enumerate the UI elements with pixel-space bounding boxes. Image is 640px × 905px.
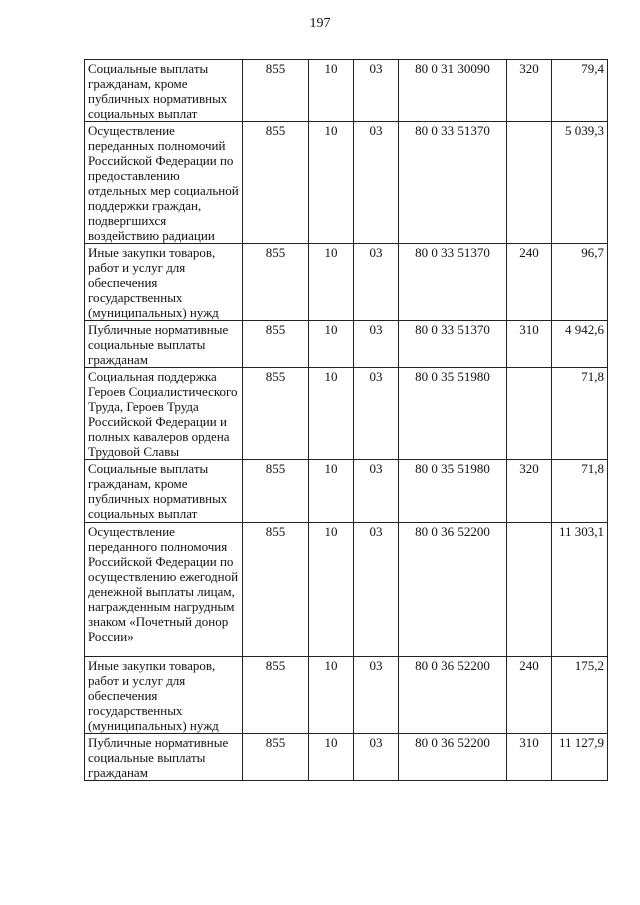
row-name: Публичные нормативные социальные выплаты гражданам bbox=[85, 734, 243, 781]
expense-type bbox=[507, 368, 552, 460]
row-name: Социальные выплаты гражданам, кроме публичных нормативных социальных выплат bbox=[85, 60, 243, 122]
expense-type: 310 bbox=[507, 321, 552, 368]
table-row bbox=[85, 460, 608, 523]
row-name: Публичные нормативные социальные выплаты гражданам bbox=[85, 321, 243, 368]
table-row bbox=[85, 657, 608, 734]
target-article: 80 0 36 52200 bbox=[399, 734, 507, 781]
ministry-code: 855 bbox=[243, 734, 309, 781]
expense-type: 240 bbox=[507, 244, 552, 321]
row-name: Осуществление переданного полномочия Российской Федерации по осуществлению ежегодной денежной выплаты лицам, награжденным нагрудным знаком «Почетный донор России» bbox=[85, 523, 243, 657]
section-code: 10 bbox=[309, 244, 354, 321]
expense-type: 240 bbox=[507, 657, 552, 734]
amount: 11 303,1 bbox=[552, 523, 608, 657]
subsection-code: 03 bbox=[354, 368, 399, 460]
budget-table bbox=[84, 59, 608, 781]
target-article: 80 0 33 51370 bbox=[399, 321, 507, 368]
target-article: 80 0 31 30090 bbox=[399, 60, 507, 122]
table-row bbox=[85, 244, 608, 321]
ministry-code: 855 bbox=[243, 460, 309, 523]
subsection-code: 03 bbox=[354, 523, 399, 657]
expense-type: 320 bbox=[507, 460, 552, 523]
subsection-code: 03 bbox=[354, 321, 399, 368]
section-code: 10 bbox=[309, 523, 354, 657]
table-row bbox=[85, 122, 608, 244]
subsection-code: 03 bbox=[354, 460, 399, 523]
table-row bbox=[85, 368, 608, 460]
expense-type: 320 bbox=[507, 60, 552, 122]
row-name: Осуществление переданных полномочий Российской Федерации по предоставлению отдельных мер социальной поддержки граждан, подвергшихся воздействию радиации bbox=[85, 122, 243, 244]
amount: 5 039,3 bbox=[552, 122, 608, 244]
row-name: Социальные выплаты гражданам, кроме публичных нормативных социальных выплат bbox=[85, 460, 243, 523]
target-article: 80 0 36 52200 bbox=[399, 657, 507, 734]
page-number: 197 bbox=[309, 16, 331, 31]
subsection-code: 03 bbox=[354, 734, 399, 781]
ministry-code: 855 bbox=[243, 523, 309, 657]
table-row bbox=[85, 734, 608, 781]
target-article: 80 0 35 51980 bbox=[399, 368, 507, 460]
target-article: 80 0 33 51370 bbox=[399, 244, 507, 321]
section-code: 10 bbox=[309, 657, 354, 734]
section-code: 10 bbox=[309, 122, 354, 244]
amount: 4 942,6 bbox=[552, 321, 608, 368]
amount: 175,2 bbox=[552, 657, 608, 734]
target-article: 80 0 35 51980 bbox=[399, 460, 507, 523]
table-row bbox=[85, 523, 608, 657]
ministry-code: 855 bbox=[243, 244, 309, 321]
amount: 79,4 bbox=[552, 60, 608, 122]
expense-type bbox=[507, 122, 552, 244]
ministry-code: 855 bbox=[243, 122, 309, 244]
amount: 11 127,9 bbox=[552, 734, 608, 781]
subsection-code: 03 bbox=[354, 244, 399, 321]
subsection-code: 03 bbox=[354, 657, 399, 734]
section-code: 10 bbox=[309, 460, 354, 523]
ministry-code: 855 bbox=[243, 657, 309, 734]
amount: 96,7 bbox=[552, 244, 608, 321]
ministry-code: 855 bbox=[243, 60, 309, 122]
row-name: Социальная поддержка Героев Социалистического Труда, Героев Труда Российской Федерации и полных кавалеров ордена Трудовой Славы bbox=[85, 368, 243, 460]
row-name: Иные закупки товаров, работ и услуг для обеспечения государственных (муниципальных) нужд bbox=[85, 244, 243, 321]
section-code: 10 bbox=[309, 734, 354, 781]
ministry-code: 855 bbox=[243, 368, 309, 460]
section-code: 10 bbox=[309, 368, 354, 460]
amount: 71,8 bbox=[552, 460, 608, 523]
section-code: 10 bbox=[309, 60, 354, 122]
table-row bbox=[85, 60, 608, 122]
section-code: 10 bbox=[309, 321, 354, 368]
ministry-code: 855 bbox=[243, 321, 309, 368]
expense-type: 310 bbox=[507, 734, 552, 781]
row-name: Иные закупки товаров, работ и услуг для обеспечения государственных (муниципальных) нужд bbox=[85, 657, 243, 734]
subsection-code: 03 bbox=[354, 60, 399, 122]
expense-type bbox=[507, 523, 552, 657]
subsection-code: 03 bbox=[354, 122, 399, 244]
amount: 71,8 bbox=[552, 368, 608, 460]
table-row bbox=[85, 321, 608, 368]
target-article: 80 0 33 51370 bbox=[399, 122, 507, 244]
target-article: 80 0 36 52200 bbox=[399, 523, 507, 657]
